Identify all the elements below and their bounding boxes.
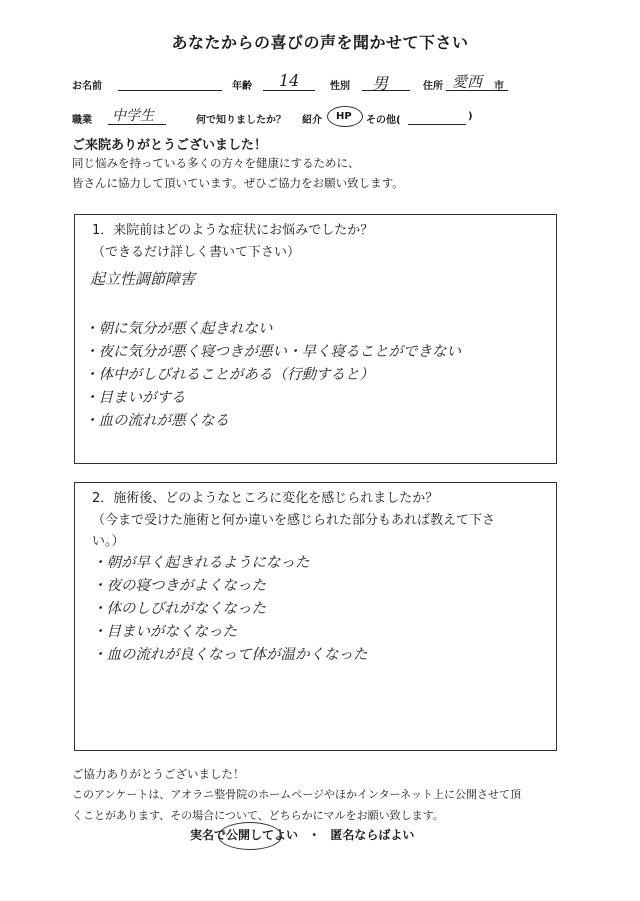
q1-answer: ・体中がしびれることがある（行動すると） — [84, 367, 374, 383]
question-2-line-2: （今まで受けた施術と何か違いを感じられた部分もあれば教えて下さ — [92, 513, 496, 528]
q1-answer: ・夜に気分が悪く寝つきが悪い・早く寝ることができない — [84, 344, 461, 360]
name-label: お名前 — [72, 81, 102, 92]
q1-answer: ・朝に気分が悪く起きれない — [84, 321, 273, 337]
how-option-intro[interactable]: 紹介 — [302, 115, 322, 126]
address-label: 住所 — [423, 81, 443, 92]
q2-answer: ・朝が早く起きれるようになった — [92, 555, 310, 571]
gender-value: 男 — [372, 74, 389, 93]
age-value: 14 — [279, 71, 300, 90]
footer-line-2: このアンケートは、アオラニ整骨院のホームページやほかインターネット上に公開させて頂 — [72, 788, 522, 801]
q2-answer: ・目まいがなくなった — [92, 624, 237, 640]
footer-thanks: ご協力ありがとうございました！ — [72, 767, 245, 781]
address-suffix: 市 — [494, 81, 504, 92]
question-1-line-1: 1．来院前はどのような症状にお悩みでしたか？ — [92, 223, 374, 238]
name-field[interactable] — [118, 76, 222, 91]
q1-diagnosis: 起立性調節障害 — [90, 270, 196, 288]
question-2-line-3: い。） — [92, 534, 125, 549]
intro-line-2: 皆さんに協力して頂いています。ぜひご協力をお願い致します。 — [72, 176, 404, 190]
consent-anonymous[interactable]: 匿名ならばよい — [330, 828, 415, 842]
how-option-other[interactable]: その他( — [366, 115, 401, 126]
job-value: 中学生 — [112, 108, 154, 124]
q1-answer: ・血の流れが悪くなる — [84, 413, 229, 429]
age-label: 年齢 — [232, 81, 252, 92]
q2-answer: ・体のしびれがなくなった — [92, 601, 266, 617]
q1-answer: ・目まいがする — [84, 390, 186, 406]
consent-real-name[interactable]: 実名で公開してよい — [190, 828, 299, 842]
how-other-field[interactable] — [408, 110, 466, 125]
question-1-line-2: （できるだけ詳しく書いて下さい） — [92, 245, 301, 260]
job-label: 職業 — [72, 115, 92, 126]
gender-label: 性別 — [330, 81, 350, 92]
q1-answer-list — [84, 318, 544, 433]
q2-answer-list — [92, 552, 542, 667]
how-option-other-close: ) — [468, 111, 473, 122]
page-title: あなたからの喜びの声を聞かせて下さい — [171, 33, 469, 52]
intro-line-1: 同じ悩みを持っている多くの方々を健康にするために、 — [72, 156, 360, 170]
question-2-line-1: 2．施術後、どのようなところに変化を感じられましたか？ — [92, 491, 439, 506]
how-label: 何で知りましたか？ — [196, 115, 286, 126]
intro-heading: ご来院ありがとうございました！ — [72, 138, 268, 153]
consent-separator: ・ — [308, 828, 321, 842]
how-option-hp[interactable]: HP — [336, 111, 352, 122]
consent-selection-circle — [218, 822, 282, 850]
footer-line-3: くことがあります、その場合について、どちらかにマルをお願い致します。 — [72, 809, 444, 822]
q2-answer: ・夜の寝つきがよくなった — [92, 578, 266, 594]
q2-answer: ・血の流れが良くなって体が温かくなった — [92, 647, 368, 663]
address-value: 愛西 — [452, 73, 483, 91]
